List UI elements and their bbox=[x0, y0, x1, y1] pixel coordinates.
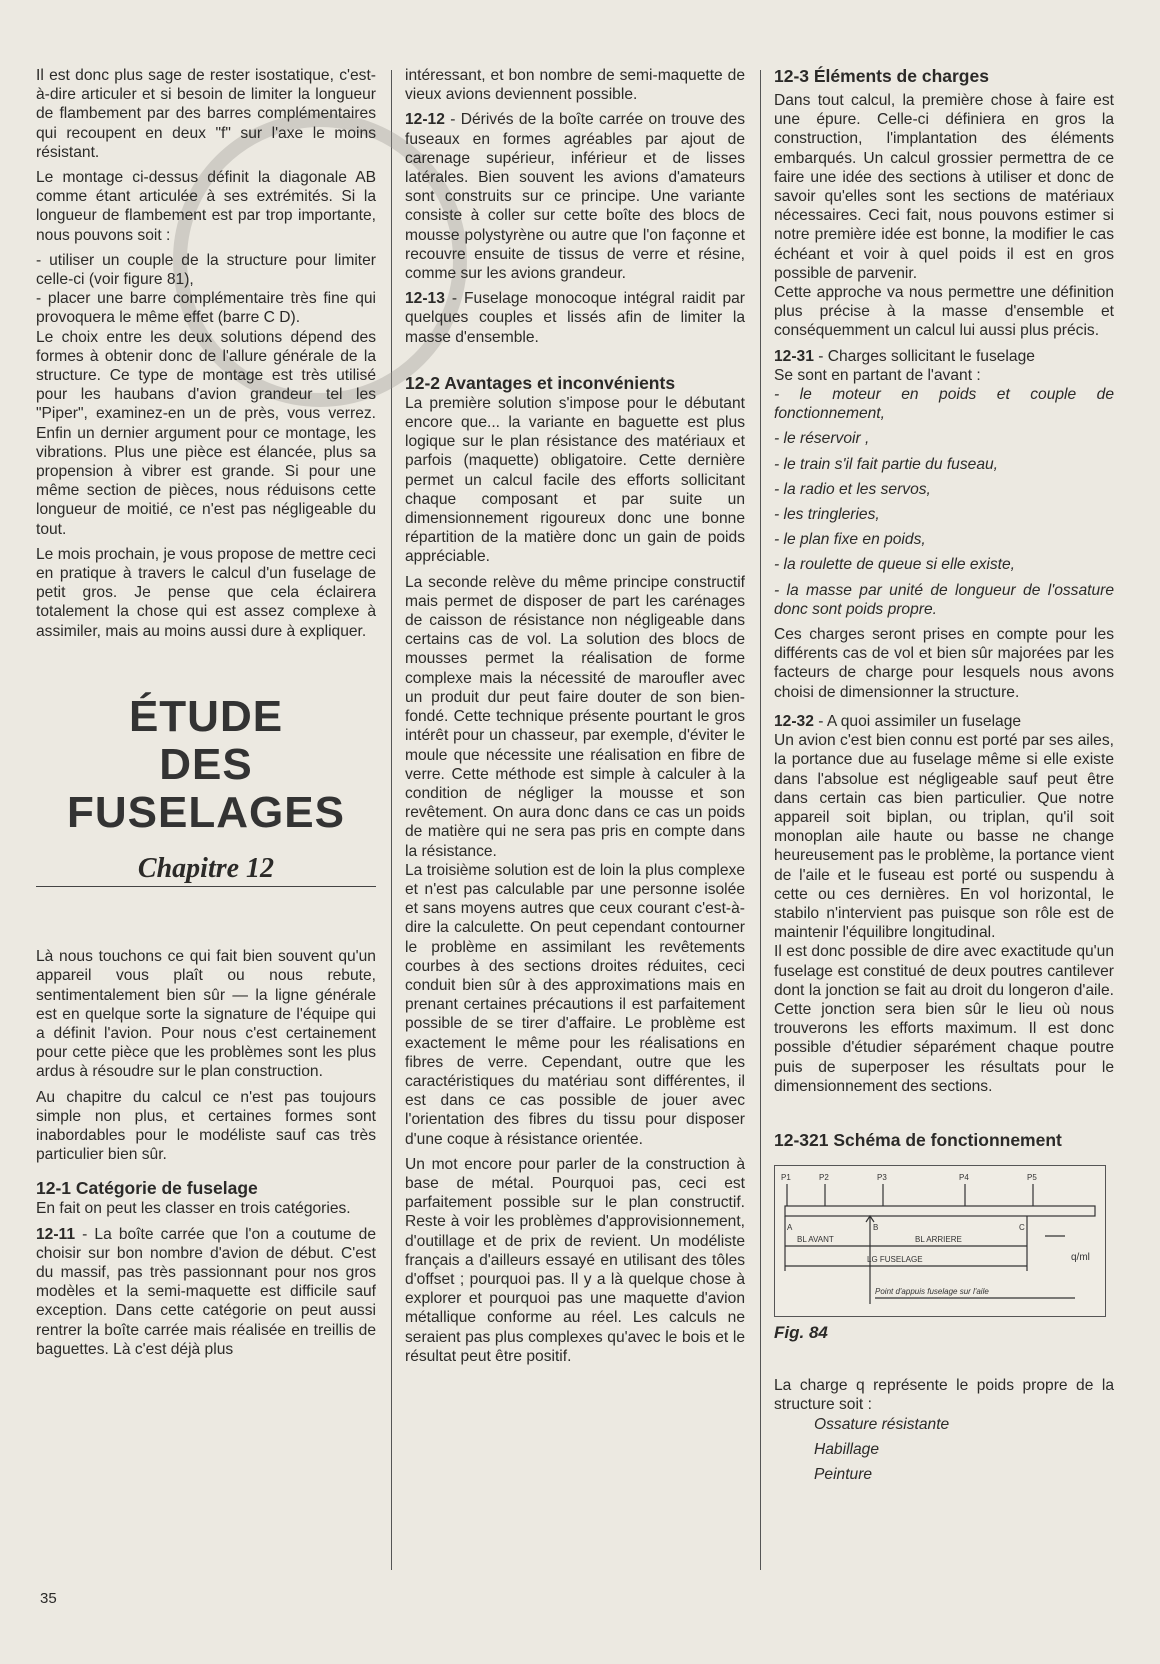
fig-label-p2: P2 bbox=[819, 1172, 829, 1182]
paragraph-text: - Dérivés de la boîte carrée on trouve des fuseaux en formes agréables par ajout de carenage supérieur, inférieur et de lisses latérales. Bien souvent les avions d'amateurs sont construits sur ce principe. Une variante consiste à coller sur cette boîte des blocs de mousse polystyrène ou autre que l'on façonne et recouvre ensuite de tissus de verre et résine, comme sur les avions grandeur. bbox=[405, 111, 745, 283]
section-heading: 12-2 Avantages et inconvénients bbox=[405, 372, 676, 393]
fig-label-p5: P5 bbox=[1027, 1172, 1037, 1182]
load-list bbox=[774, 385, 1114, 619]
paragraph: Au chapitre du calcul ce n'est pas toujours simple non plus, et certaines formes sont inabordables pour le modéliste sauf cas très particulier bien sûr. bbox=[36, 1088, 376, 1164]
section-heading: 12-3 Éléments de charges bbox=[774, 66, 989, 86]
fig-label-p1: P1 bbox=[781, 1172, 791, 1182]
paragraph: En fait on peut les classer en trois catégories. bbox=[36, 1200, 351, 1218]
fig-label-bl-avant: BL AVANT bbox=[797, 1234, 834, 1244]
paragraph-text: - Fuselage monocoque intégral raidit par quelques couples et lissés afin de limiter la masse d'ensemble. bbox=[405, 290, 745, 346]
column-rule-right bbox=[760, 70, 761, 1570]
fig-label-bl-arriere: BL ARRIERE bbox=[915, 1234, 962, 1244]
section-number: 12-31 bbox=[774, 347, 814, 365]
paragraph: Il est donc plus sage de rester isostatique, c'est-à-dire articuler et si besoin de limiter la longueur de flambement par des barres complémentaires qui recoupent en deux "f" sur l'axe le moins résistant. bbox=[36, 67, 376, 161]
paragraph: La charge q représente le poids propre de la structure soit : bbox=[774, 1377, 1114, 1414]
paragraph: Le mois prochain, je vous propose de mettre ceci en pratique à travers le calcul d'un fuselage de petit gros. Je pense que cela éclairera totalement la chose qui est assez complexe à assimiler, mais au moins aussi dure à expliquer. bbox=[36, 545, 376, 640]
paragraph-text: - La boîte carrée que l'on a coutume de choisir sur bon nombre d'avion de début. C'est du massif, pas très passionnant pour nos gros modèles et la semi-maquette est difficile sauf exception. Dans cette catégorie on peut aussi rentrer la boîte carrée mais réalisée en treillis de baguettes. Là c'est déjà plus bbox=[36, 1225, 376, 1358]
paragraph bbox=[774, 347, 1114, 366]
paragraph: - placer une barre complémentaire très fine qui provoquera le même effet (barre C D). bbox=[36, 290, 376, 327]
title-line: ÉTUDE bbox=[128, 691, 284, 741]
paragraph: Là nous touchons ce qui fait bien souvent qu'un appareil vous plaît ou nous rebute, sentimentalement bien sûr — la ligne générale est en quelque sorte la signature de l'équipe qui a définit l'avion. Pour nous c'est certainement pour cette pièce que les problèmes sont les plus ardus à résoudre sur le plan construction. bbox=[36, 948, 376, 1081]
fig-label-b: B bbox=[873, 1222, 879, 1232]
beam-diagram bbox=[775, 1166, 1105, 1316]
paragraph: Il est donc possible de dire avec exactitude qu'un fuselage est constitué de deux poutres cantilever dont la jonction se fait au droit du longeron d'aile. Cette jonction sera bien sûr le lieu où nous trouverons les efforts maximum. Il est donc possible d'étudier séparément chaque poutre puis de superposer les résultats pour le dimensionnement des sections. bbox=[774, 943, 1114, 1095]
paragraph: intéressant, et bon nombre de semi-maquette de vieux avions deviennent possible. bbox=[405, 67, 745, 104]
list-item: - le plan fixe en poids, bbox=[774, 531, 926, 549]
section-number: 12-13 bbox=[405, 290, 445, 308]
section-heading: 12-321 Schéma de fonctionnement bbox=[774, 1129, 1062, 1150]
list-item: Habillage bbox=[814, 1440, 880, 1458]
paragraph: Dans tout calcul, la première chose à faire est une épure. Celle-ci définiera en gros la construction, l'implantation des éléments embarqués. Un calcul grossier permettra de ce faire une idée des sections à utiliser et donc de savoir qu'elles sont les sections de matériaux nécessaires. Ceci fait, nous pouvons estimer si notre première idée est bonne, la modifier le cas échéant et voir à quel poids il est en gros possible de parvenir. bbox=[774, 92, 1114, 282]
paragraph: Le montage ci-dessus définit la diagonale AB comme étant articulée à ses extrémités. Si la longueur de flambement est par trop importante, nous pouvons soit : bbox=[36, 169, 376, 244]
paragraph bbox=[405, 110, 745, 283]
list-item: - le réservoir , bbox=[774, 430, 870, 448]
list-item: - la masse par unité de longueur de l'ossature donc sont poids propre. bbox=[774, 581, 1114, 618]
title-line: FUSELAGES bbox=[67, 787, 345, 837]
fig-label-lg-fuselage: LG FUSELAGE bbox=[867, 1254, 923, 1264]
column-3 bbox=[774, 66, 1114, 1490]
section-number: 12-32 bbox=[774, 712, 814, 730]
paragraph: Cette approche va nous permettre une définition plus précise à la masse d'ensemble et conséquemment un calcul lui aussi plus précis. bbox=[774, 284, 1114, 340]
list-item: - les tringleries, bbox=[774, 506, 880, 524]
paragraph: La seconde relève du même principe constructif mais permet de disposer de part les carénages de caisson de résistance non négligeable dans certains cas de vol. La solution des blocs de mousses permet la réalisation de forme complexe mais la nécessité de maroufler avec un produit dur peut faire douter de son bien-fondé. Cette technique présente pourtant le gros intérêt pour un chasseur, par exemple, d'éviter le moule que nécessite une réalisation en fibre de verre. Cette méthode est simple à calculer à la condition de négliger la mousse et son revêtement. On aura donc dans ce cas un poids de matière qui ne sera pas pris en compte dans la résistance. bbox=[405, 573, 745, 860]
list-item: - la radio et les servos, bbox=[774, 480, 931, 498]
fig-label-p3: P3 bbox=[877, 1172, 887, 1182]
list-item: - la roulette de queue si elle existe, bbox=[774, 556, 1015, 574]
section-number: 12-12 bbox=[405, 111, 445, 129]
paragraph: Le choix entre les deux solutions dépend des formes à obtenir donc de l'allure générale de la structure. Ce type de montage est très utilisé pour les haubans d'avion grandeur tel les "Piper", examinez-en un de près, vous verrez. Enfin un dernier argument pour ce montage, les vibrations. Plus une pièce est élancée, plus sa propension à vibrer est grande. Si pour une même section de pièces, nous réduisons cette longueur de moitié, ce n'est pas négligeable du tout. bbox=[36, 328, 376, 538]
chapter-heading: Chapitre 12 bbox=[137, 852, 275, 884]
list-item: Peinture bbox=[814, 1465, 873, 1483]
list-item: Ossature résistante bbox=[814, 1415, 950, 1433]
figure-84-diagram bbox=[774, 1165, 1106, 1317]
column-2 bbox=[405, 66, 745, 1372]
list-item: - le train s'il fait partie du fuseau, bbox=[774, 455, 999, 473]
fig-label-q: q/ml bbox=[1071, 1251, 1090, 1263]
paragraph bbox=[36, 1225, 376, 1359]
paragraph: Se sont en partant de l'avant : bbox=[774, 366, 981, 384]
column-1 bbox=[36, 66, 376, 1365]
paragraph-text: - A quoi assimiler un fuselage bbox=[813, 712, 1022, 730]
paragraph: Un avion c'est bien connu est porté par ses ailes, la portance due au fuselage même si elle existe dans l'absolue est négligeable sauf peut être dans certain cas bien particulier. Que notre appareil soit biplan, ou triplan, qu'il soit monoplan aile haute ou basse ne change heureusement pas le problème, la portance vient de l'aile et le fuseau est porté ou suspendu à cette ou ces dernières. En vol horizontal, le stabilo n'intervient pas puisque son rôle est de maintenir l'équilibre longitudinal. bbox=[774, 732, 1114, 942]
paragraph-text: - Charges sollicitant le fuselage bbox=[813, 347, 1035, 365]
paragraph bbox=[405, 289, 745, 347]
paragraph: Ces charges seront prises en compte pour les différents cas de vol et bien sûr majorées par les facteurs de charge pour lesquels nous avons choisi de dimensionner la structure. bbox=[774, 626, 1114, 701]
paragraph bbox=[774, 712, 1114, 731]
section-number: 12-11 bbox=[36, 1225, 76, 1243]
paragraph: La troisième solution est de loin la plus complexe et n'est pas calculable par une personne isolée et sans moyens autres que ceux courant c'est-à-dire la calculette. On peut cependant contourner le problème en assimilant les revêtements courbes à des sections droites réduites, ceci conduit bien sûr à des approximations mais en prenant certaines précautions il est parfaitement possible de se tirer d'affaire. Le problème est exactement le même pour les réalisations en fibres de verre. Cependant, outre que les caractéristiques du matériau sont différentes, il est dans ce cas possible de jouer avec l'orientation des fibres du tissu pour disposer d'une coque à résistance orientée. bbox=[405, 861, 745, 1148]
title-line: DES bbox=[159, 739, 253, 789]
page-number: 35 bbox=[40, 1590, 57, 1607]
section-heading: 12-1 Catégorie de fuselage bbox=[36, 1178, 258, 1199]
paragraph: - utiliser un couple de la structure pour limiter celle-ci (voir figure 81), bbox=[36, 251, 376, 289]
figure-caption: Fig. 84 bbox=[774, 1322, 828, 1342]
fig-label-a: A bbox=[787, 1222, 793, 1232]
paragraph: Un mot encore pour parler de la construction à base de métal. Pourquoi pas, ceci est parfaitement possible sur le plan constructif. Reste à voir les problèmes d'approvisionnement, d'outillage et de prix de revient. Un modéliste français a d'ailleurs essayé en utilisant des tôles d'offset ; pourquoi pas. Il y a là quelque chose à explorer et pourquoi pas une maquette d'avion métallique conforme au réel. Les calculs ne seraient pas plus complexes qu'avec le bois et le résultat peut être positif. bbox=[405, 1155, 745, 1365]
list-item: - le moteur en poids et couple de fonctionnement, bbox=[774, 386, 1114, 423]
fig-label-appui: Point d'appuis fuselage sur l'aile bbox=[875, 1286, 989, 1296]
fig-label-c: C bbox=[1019, 1222, 1025, 1232]
article-title bbox=[36, 693, 376, 837]
fig-label-p4: P4 bbox=[959, 1172, 969, 1182]
paragraph: La première solution s'impose pour le débutant encore que... la variante en baguette est plus logique sur le plan résistance des matériaux et parfois (maquette) obligatoire. Cette dernière permet un calcul facile des efforts sollicitant chaque composant et par suite un dimensionnement rigoureux donc une bonne répartition de la matière donc un gain de poids appréciable. bbox=[405, 394, 745, 566]
